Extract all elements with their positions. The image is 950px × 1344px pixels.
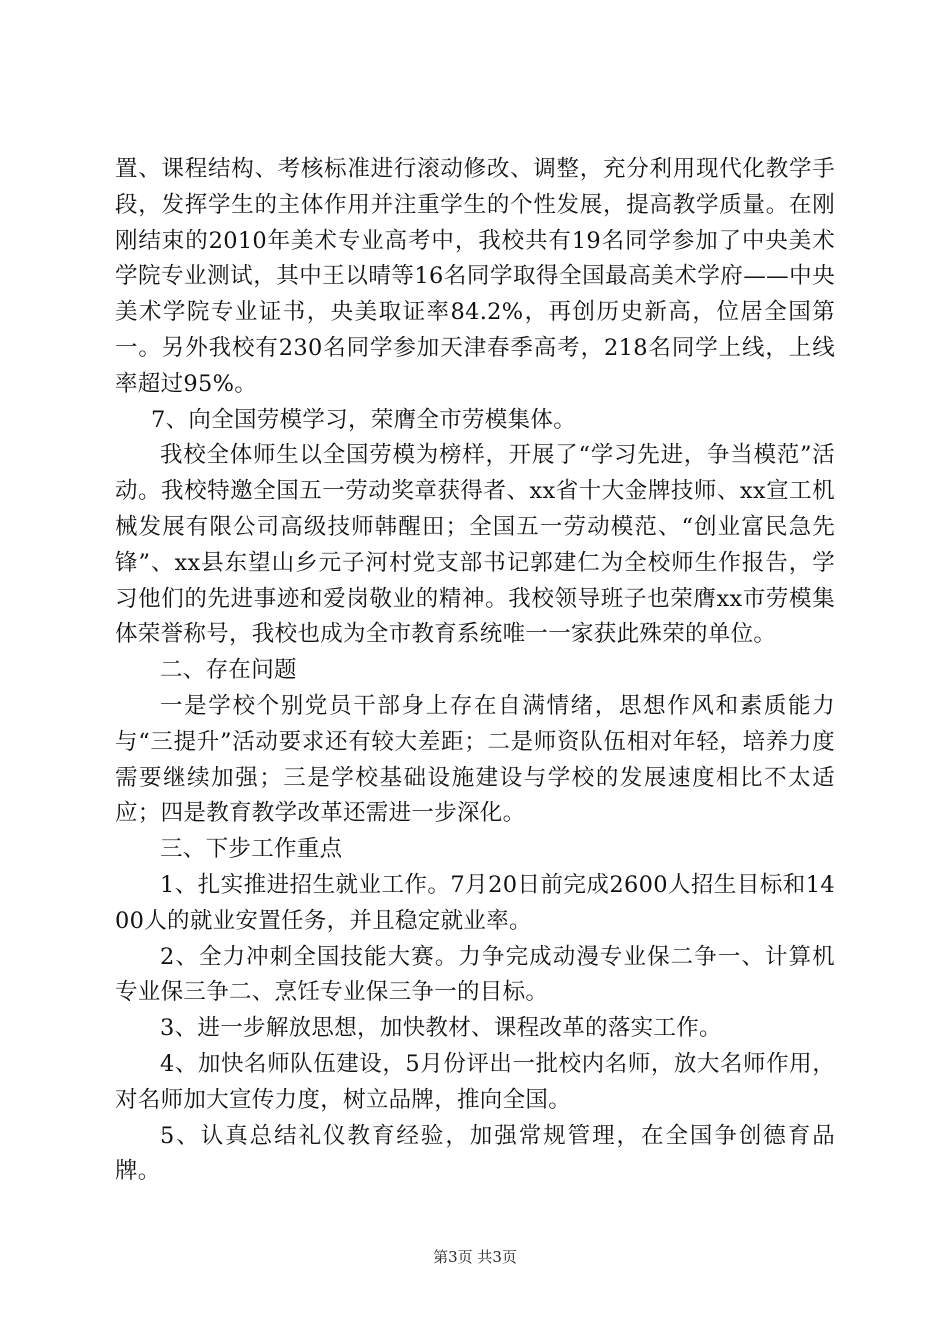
paragraph-labor-model: 我校全体师生以全国劳模为榜样，开展了“学习先进，争当模范”活动。我校特邀全国五一劳动奖章获得者、xx省十大金牌技师、xx宣工机械发展有限公司高级技师韩醒田；全国五一劳动模范、“创业富民急先锋”、xx县东望山乡元子河村党支部书记郭建仁为全校师生作报告，学习他们的先进事迹和爱岗敬业的精神。我校领导班子也荣膺xx市劳模集体荣誉称号，我校也成为全市教育系统唯一一家获此殊荣的单位。 bbox=[115, 442, 835, 648]
section-heading-problems: 二、存在问题 bbox=[160, 657, 297, 684]
item-7-heading: 7、向全国劳模学习，荣膺全市劳模集体。 bbox=[151, 406, 577, 433]
list-item-1: 1、扎实推进招生就业工作。7月20日前完成2600人招生目标和1400人的就业安置任务，并且稳定就业率。 bbox=[115, 871, 835, 934]
paragraph-problems: 一是学校个别党员干部身上存在自满情绪，思想作风和素质能力与“三提升”活动要求还有较大差距；二是师资队伍相对年轻，培养力度需要继续加强；三是学校基础设施建设与学校的发展速度相比不太适应；四是教育教学改革还需进一步深化。 bbox=[115, 692, 835, 827]
section-heading-next-steps: 三、下步工作重点 bbox=[160, 836, 343, 863]
list-item-3: 3、进一步解放思想，加快教材、课程改革的落实工作。 bbox=[160, 1015, 722, 1042]
list-item-4: 4、加快名师队伍建设，5月份评出一批校内名师，放大名师作用，对名师加大宣传力度，树立品牌，推向全国。 bbox=[115, 1050, 835, 1113]
paragraph-teaching-results: 置、课程结构、考核标准进行滚动修改、调整，充分利用现代化教学手段，发挥学生的主体作用并注重学生的个性发展，提高教学质量。在刚刚结束的2010年美术专业高考中，我校共有19名同学参加了中央美术学院专业测试，其中王以晴等16名同学取得全国最高美术学府——中央美术学院专业证书，央美取证率84.2%，再创历史新高，位居全国第一。另外我校有230名同学参加天津春季高考，218名同学上线，上线率超过95%。 bbox=[115, 156, 835, 397]
page-number-footer: 第3页 共3页 bbox=[433, 1248, 517, 1266]
document-body bbox=[115, 152, 835, 1190]
list-item-2: 2、全力冲刺全国技能大赛。力争完成动漫专业保二争一、计算机专业保三争二、烹饪专业保三争一的目标。 bbox=[115, 943, 835, 1006]
list-item-5: 5、认真总结礼仪教育经验，加强常规管理，在全国争创德育品牌。 bbox=[115, 1122, 835, 1185]
